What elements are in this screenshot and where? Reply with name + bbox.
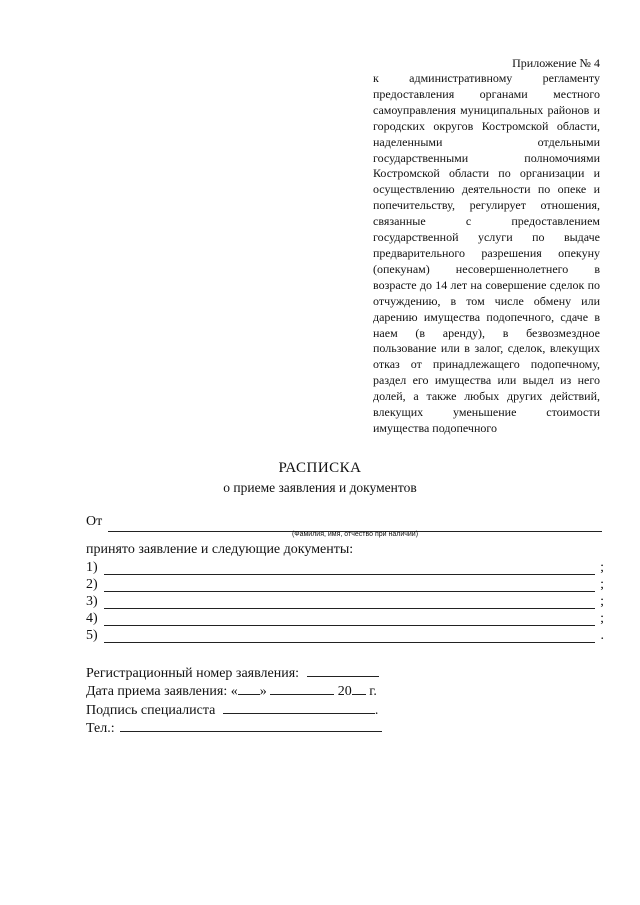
specialist-signature-field[interactable] — [223, 699, 375, 714]
document-end-mark: ; — [600, 594, 604, 609]
phone-row — [86, 717, 382, 737]
document-field-2[interactable] — [104, 591, 595, 592]
application-date-row — [86, 680, 377, 700]
document-field-1[interactable] — [104, 574, 595, 575]
document-field-3[interactable] — [104, 608, 595, 609]
specialist-signature-label: Подпись специалиста — [86, 703, 216, 718]
document-row-5 — [86, 628, 604, 646]
document-number: 5) — [86, 628, 98, 643]
document-field-4[interactable] — [104, 625, 595, 626]
document-field-5[interactable] — [104, 642, 595, 643]
from-label: От — [86, 514, 103, 529]
document-number: 4) — [86, 611, 98, 626]
date-quote-close: » — [259, 684, 267, 699]
registration-number-row — [86, 662, 379, 682]
from-field-hint: (Фамилия, имя, отчество при наличии) — [291, 531, 419, 538]
date-year-suffix: г. — [369, 684, 377, 699]
form-title: РАСПИСКА — [278, 460, 362, 476]
document-row-3 — [86, 594, 604, 612]
date-month-field[interactable] — [270, 680, 334, 695]
appendix-title: Приложение № 4 — [512, 56, 600, 70]
date-day-field[interactable] — [238, 680, 260, 695]
document-number: 2) — [86, 577, 98, 592]
signature-end-mark: . — [374, 703, 379, 718]
document-end-mark: ; — [600, 577, 604, 592]
document-row-1 — [86, 560, 604, 578]
document-row-2 — [86, 577, 604, 595]
date-year-prefix: 20 — [337, 684, 352, 699]
appendix-text: к административному регламенту предоставления органами местного самоуправления муниципальных районов и городских округов Костромской области, наделенными отдельными государственными полномочиями Костромской области по организации и осуществлению деятельности по опеке и попечительству, регулирует отношения, связанные с предоставлением государственной услуги по выдаче предварительного разрешения опекуну (опекунам) несовершеннолетнего в возрасте до 14 лет на совершение сделок по отчуждению, в том числе обмену или дарению имущества подопечного, сдаче в наем (в аренду), в безвозмездное пользование или в залог, сделок, влекущих отказ от принадлежащего подопечному, раздел его имущества или выдел из него долей, а также любых других действий, влекущих уменьшение стоимости имущества подопечного — [373, 71, 600, 435]
phone-label: Тел.: — [86, 721, 115, 736]
registration-number-field[interactable] — [307, 662, 379, 677]
document-end-mark: ; — [600, 611, 604, 626]
registration-number-label: Регистрационный номер заявления: — [86, 666, 300, 681]
form-subtitle: о приеме заявления и документов — [223, 480, 417, 495]
application-date-label: Дата приема заявления: « — [86, 684, 238, 699]
accepted-text: принято заявление и следующие документы: — [86, 542, 354, 557]
document-end-mark: ; — [600, 560, 604, 575]
document-end-mark: . — [600, 628, 604, 643]
phone-field[interactable] — [120, 717, 382, 732]
specialist-signature-row — [86, 699, 378, 719]
date-year-field[interactable] — [352, 680, 366, 695]
document-row-4 — [86, 611, 604, 629]
document-number: 3) — [86, 594, 98, 609]
document-number: 1) — [86, 560, 98, 575]
